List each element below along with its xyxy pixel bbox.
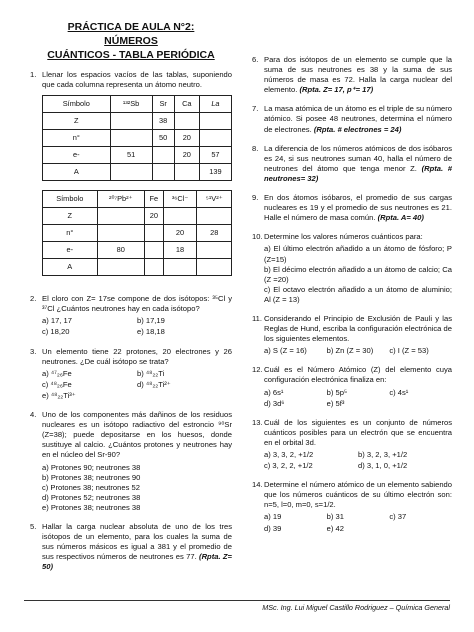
question-1: 1. Llenar los espacios vacíos de las tablas, suponiendo que cada columna representa un átomo neutro. Símbolo ¹³²Sb Sr Ca La Z 38 n° 50 20 e- 51 20 57 A 139 Símbolo ²⁰⁷Pb²⁺ Fe ³⁶Cl⁻ ⁵¹V²⁺ Z 20 n° 20 28 e- 80 18 A: [30, 70, 232, 285]
question-3: 3. Un elemento tiene 22 protones, 20 electrones y 26 neutrones. ¿De cuál isótopo se trata? a) ⁴⁷₂₆Fe b) ⁴⁸₂₂Ti c) ⁴⁸₂₆Fe d) ⁴⁸₂₂Ti²⁺ e) ⁴⁸₂₂Ti³⁺: [30, 346, 232, 400]
right-column: [252, 55, 452, 543]
footer: MSc. Ing. Lui Miguel Castillo Rodriguez – Química General: [24, 600, 450, 601]
question-9: 9. En dos átomos isóbaros, el promedio de sus cargas nucleares es 19 y el promedio de sus neutrones es 21. Halle el número de masa común. (Rpta. A= 40): [252, 193, 452, 223]
question-13: 13. Cuál de los siguientes es un conjunto de números cuánticos posibles para un electrón que se encuentra en el orbital 3d. a) 3, 3, 2, +1/2 b) 3, 2, 3, +1/2 c) 3, 2, 2, +1/2 d) 3, 1, 0, +1/2: [252, 417, 452, 471]
question-7: 7. La masa atómica de un átomo es el triple de su número atómico. Si posee 48 neutrones, determina el número de electrones. (Rpta. # electrones = 24): [252, 104, 452, 134]
question-12: 12. Cuál es el Número Atómico (Z) del elemento cuya configuración electrónica finaliza en: a) 6s¹ b) 5p⁵ c) 4s¹ d) 3d⁶ e) 5f³: [252, 365, 452, 408]
question-8: 8. La diferencia de los números atómicos de dos isóbaros es 24, si sus neutrones suman 40, halla el número de neutrones del átomo que tenga menor Z. (Rpta. # neutrones= 32): [252, 143, 452, 183]
table-1: Símbolo ¹³²Sb Sr Ca La Z 38 n° 50 20 e- 51 20 57 A 139: [42, 95, 232, 181]
table-2: Símbolo ²⁰⁷Pb²⁺ Fe ³⁶Cl⁻ ⁵¹V²⁺ Z 20 n° 20 28 e- 80 18 A: [42, 190, 232, 276]
question-4: 4. Uno de los componentes más dañinos de los residuos nucleares es un isótopo radiactivo del estroncio ⁹⁰Sr (Z=38); puede depositarse en los huesos, donde sustituye al calcio. ¿Cuántos protones y neutrones hay en el núcleo del Sr-90? a) Protones 90; neutrones 38 b) Protones 38; neutrones 90 c) Protones 38; neutrones 52 d) Protones 52; neutrones 38 e) Protones 38; neutrones 38: [30, 410, 232, 512]
question-2: 2. El cloro con Z= 17se compone de dos isótopos: ³⁵Cl y ³⁷Cl ¿Cuántos neutrones hay en cada isótopo? a) 17, 17 b) 17,19 c) 18,20 e) 18,18: [30, 294, 232, 337]
question-6: 6. Para dos isótopos de un elemento se cumple que la suma de sus neutrones es 38 y la suma de sus números de masa es 72. Halla la carga nuclear del elemento. (Rpta. Z= 17, p⁺= 17): [252, 55, 452, 95]
page-title: PRÁCTICA DE AULA N°2: NÚMEROS CUÁNTICOS - TABLA PERIÓDICA: [47, 21, 215, 61]
question-11: 11. Considerando el Principio de Exclusión de Pauli y las Reglas de Hund, escriba la configuración electrónica de los siguientes elementos. a) S (Z = 16) b) Zn (Z = 30) c) I (Z = 53): [252, 313, 452, 356]
question-14: 14. Determine el número atómico de un elemento sabiendo que los números cuánticos de su último electrón son: n=5, l=0, m=0, s=1/2. a) 19 b) 31 c) 37 d) 39 e) 42: [252, 480, 452, 533]
question-10: 10. Determine los valores números cuánticos para: a) El último electrón añadido a un átomo de fósforo; P (Z=15) b) El décimo electrón añadido a un átomo de calcio; Ca (Z =20) c) El octavo electrón añadido a un átomo de aluminio; Al (Z = 13): [252, 232, 452, 304]
left-column: [30, 70, 232, 581]
question-5: 5. Hallar la carga nuclear absoluta de uno de los tres isótopos de un elemento, para los cuales la suma de sus números másicos es igual a 381 y el promedio de sus respectivos números de neutrones es 77. (Rpta. Z= 50): [30, 521, 232, 572]
